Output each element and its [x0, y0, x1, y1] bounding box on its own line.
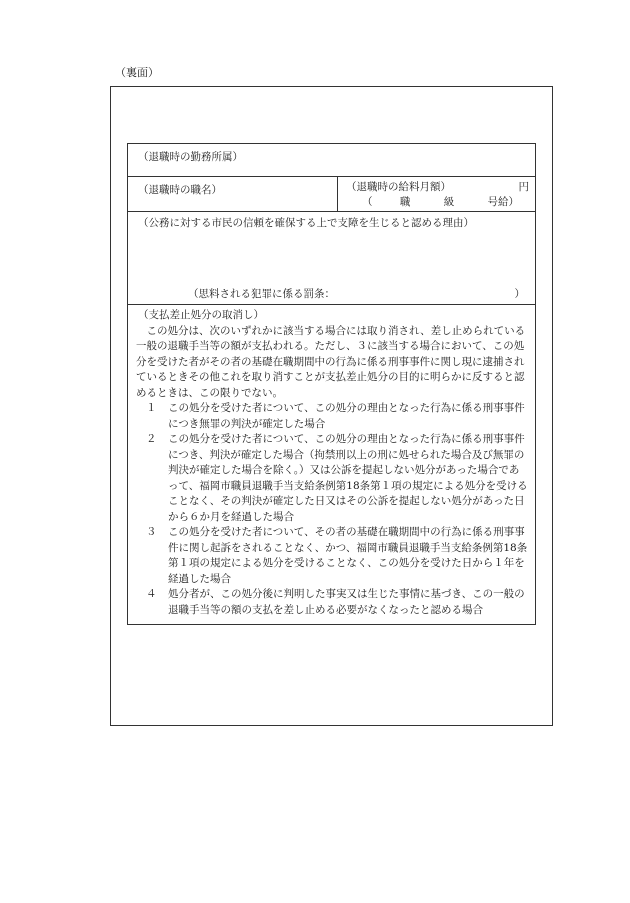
grade-line — [346, 195, 529, 210]
position-salary-row — [128, 177, 535, 212]
grade-open: （ — [362, 196, 373, 208]
form-table — [127, 143, 536, 625]
item-number: ２ — [146, 433, 157, 445]
penalty-close: ） — [514, 288, 525, 300]
list-item — [146, 525, 529, 587]
item-text: この処分を受けた者について、この処分の理由となった行為に係る刑事事件につき、判決が確定した場合（拘禁刑以上の刑に処せられた場合及び無罪の判決が確定した場合を除く。）又は公訴を提起しない処分があった場合であって、福岡市職員退職手当支給条例第18条第１項の規定による処分を受けることなく、その判決が確定した日又はその公訴を提起しない処分があった日から６か月を経過した場合 — [168, 433, 528, 523]
cancellation-row — [128, 305, 535, 624]
item-number: １ — [146, 402, 157, 414]
workplace-label: （退職時の勤務所属） — [138, 151, 243, 163]
position-label: （退職時の職名） — [138, 184, 222, 196]
salary-cell — [338, 177, 535, 211]
cancel-intro: この処分は、次のいずれかに該当する場合には取り消され、差し止められている一般の退職手当等の額が支払われる。ただし、３に該当する場合において、この処分を受けた者がその者の基礎在職期間中の行為に係る刑事事件に関し現に逮捕されているときその他これを取り消すことが支払差止処分の目的に明らかに反すると認めるときは、この限りでない。 — [136, 324, 526, 399]
workplace-row — [128, 144, 535, 177]
cancel-heading: （支払差止処分の取消し） — [138, 309, 264, 321]
list-item — [146, 432, 529, 525]
page-side-label: （裏面） — [115, 66, 159, 79]
grade-label: 職 — [399, 196, 411, 208]
list-item — [146, 587, 529, 618]
salary-unit: 円 — [518, 181, 529, 193]
reason-label: （公務に対する市民の信頼を確保する上で支障を生じると認める理由） — [138, 217, 474, 229]
grade-suffix: 号給） — [487, 196, 520, 208]
item-number: ３ — [146, 526, 157, 538]
penalty-line — [188, 286, 525, 301]
item-text: この処分を受けた者について、その者の基礎在職期間中の行為に係る刑事事件に関し起訴をされることなく、かつ、福岡市職員退職手当支給条例第18条第１項の規定による処分を受けることなく、この処分を受けた日から１年を経過した場合 — [168, 526, 528, 585]
penalty-label: （思料される犯罪に係る罰条： — [188, 288, 335, 300]
salary-label: （退職時の給料月額） — [346, 181, 451, 193]
position-cell — [128, 177, 338, 211]
list-item — [146, 401, 529, 432]
grade-label-2: 級 — [443, 196, 455, 208]
item-text: 処分者が、この処分後に判明した事実又は生じた事情に基づき、この一般の退職手当等の額の支払を差し止める必要がなくなったと認める場合 — [168, 588, 525, 616]
reason-row — [128, 212, 535, 305]
item-text: この処分を受けた者について、この処分の理由となった行為に係る刑事事件につき無罪の判決が確定した場合 — [168, 402, 525, 430]
item-number: ４ — [146, 588, 157, 600]
